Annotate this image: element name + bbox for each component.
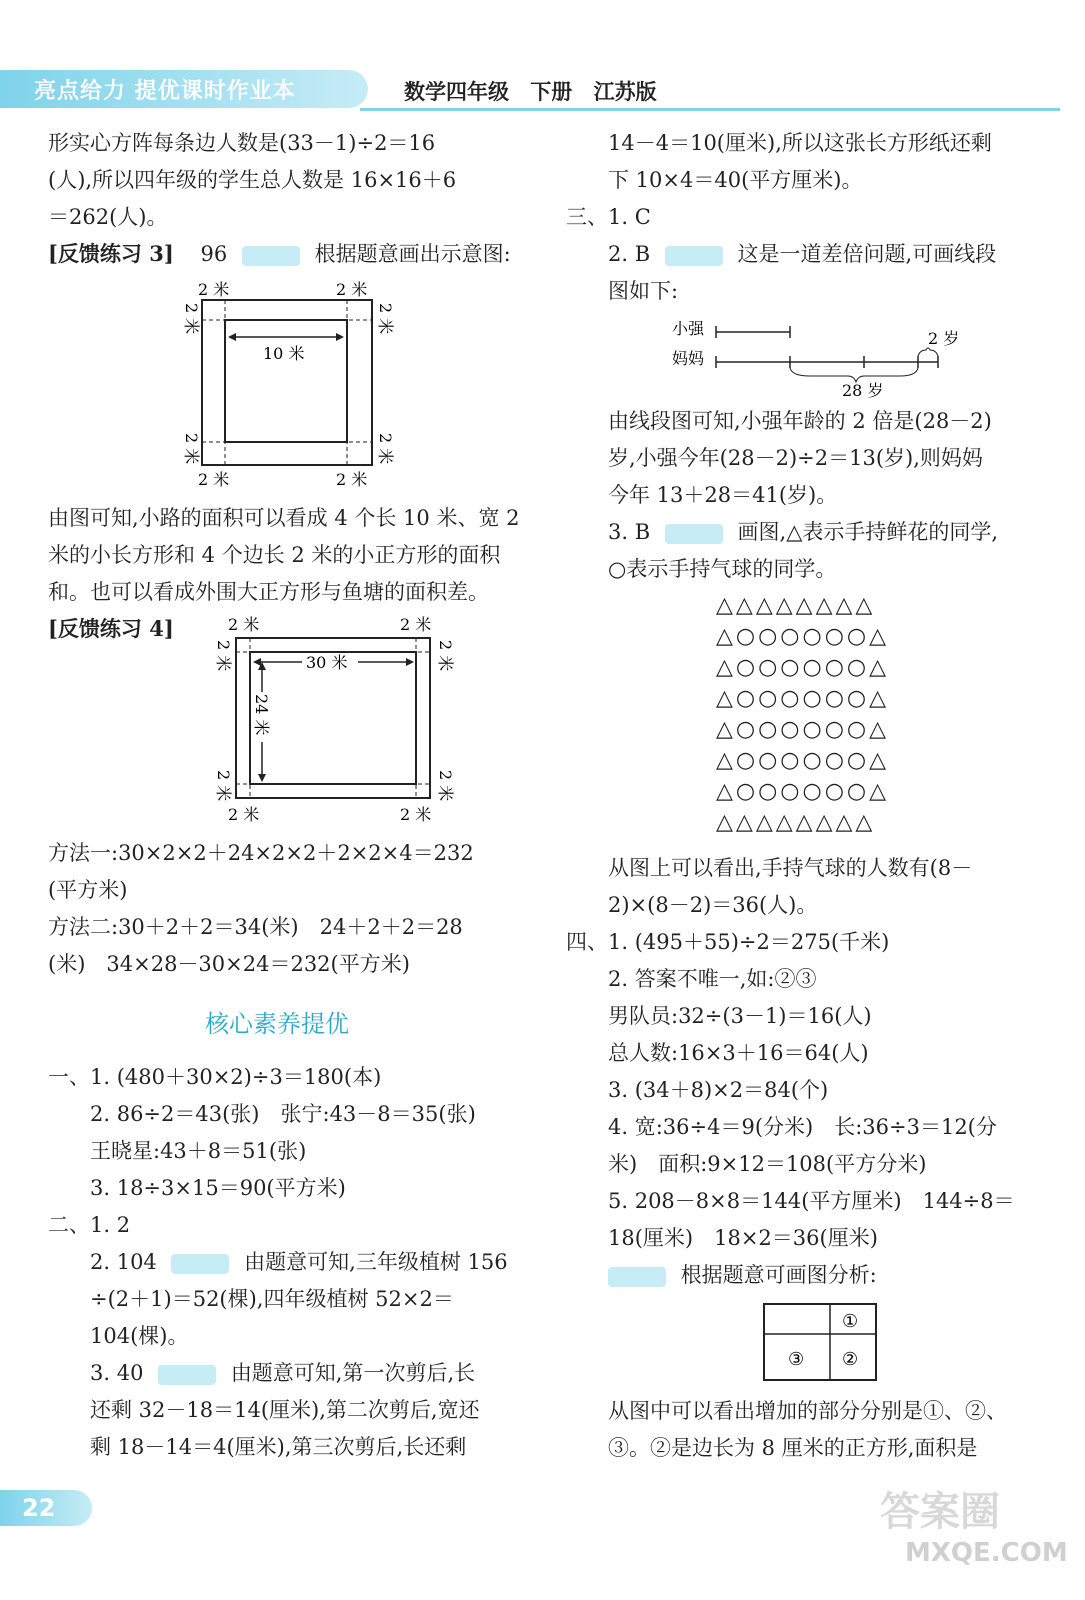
watermark-logo: 答案圈: [880, 1489, 1000, 1535]
brace-icon: [790, 368, 918, 382]
arrow-head-icon: [253, 658, 261, 666]
text-line: 2)×(8－2)＝36(人)。: [608, 893, 818, 917]
grid-row: △○○○○○○△: [716, 624, 890, 649]
text-line: 方法一:30×2×2＋24×2×2＋2×2×4＝232: [48, 841, 474, 865]
shape-grid: [716, 590, 889, 838]
text-line: 下 10×4＝40(平方厘米)。: [608, 168, 863, 192]
label-2m: 2 米: [400, 615, 432, 634]
text-line: ○表示手持气球的同学。: [608, 557, 837, 581]
label-2m: 2 米: [182, 433, 201, 465]
grid-row: △△△△△△△△: [716, 593, 876, 618]
region-2: ②: [842, 1349, 859, 1370]
arrow-head-icon: [258, 774, 266, 782]
arrow-head-icon: [228, 333, 236, 341]
text-line: 男队员:32÷(3－1)＝16(人): [608, 1004, 872, 1028]
text-line: 方法二:30＋2＋2＝34(米) 24＋2＋2＝28: [48, 915, 463, 939]
explanation: 由题意可知,第一次剪后,长: [230, 1361, 476, 1385]
explanation: 根据题意可画图分析:: [680, 1263, 877, 1287]
grid-row: △○○○○○○△: [716, 779, 890, 804]
arrow-head-icon: [406, 658, 414, 666]
hint-tag-icon: [665, 524, 723, 544]
text-line: 由线段图可知,小强年龄的 2 倍是(28－2): [608, 409, 992, 433]
text-line: ③。②是边长为 8 厘米的正方形,面积是: [608, 1436, 978, 1460]
text-line: [608, 239, 996, 269]
text-line: 图如下:: [608, 279, 679, 303]
arrow-head-icon: [336, 333, 344, 341]
label-2-years: 2 岁: [928, 329, 960, 348]
grid-row: △○○○○○○△: [716, 748, 890, 773]
label-2m: 2 米: [198, 280, 230, 299]
text-line: 3. 18÷3×15＝90(平方米): [90, 1176, 346, 1200]
feedback-3-label: [反馈练习 3]: [48, 241, 174, 266]
label-2m: 2 米: [400, 805, 432, 824]
label-mama: 妈妈: [672, 349, 705, 368]
text-line: (人),所以四年级的学生总人数是 16×16＋6: [48, 168, 457, 192]
label-2m: 2 米: [198, 470, 230, 489]
text-line: (米) 34×28－30×24＝232(平方米): [48, 952, 410, 976]
label-xiaoqiang: 小强: [672, 319, 705, 338]
feedback-3-line: [48, 239, 511, 269]
answer: 3. B: [608, 520, 651, 544]
text-line: 由图可知,小路的面积可以看成 4 个长 10 米、宽 2: [48, 506, 520, 530]
text-line: ÷(2＋1)＝52(棵),四年级植树 52×2＝: [90, 1287, 454, 1311]
explanation: 这是一道差倍问题,可画线段: [737, 242, 997, 266]
answer: 2. 104: [90, 1250, 157, 1274]
outer-box: [764, 1304, 876, 1380]
text-line: 5. 208－8×8＝144(平方厘米) 144÷8＝: [608, 1189, 1015, 1213]
label-2m: 2 米: [228, 805, 260, 824]
hint-tag-icon: [158, 1365, 216, 1385]
explanation: 画图,△表示手持鲜花的同学,: [737, 520, 999, 544]
text-line: [608, 1260, 877, 1290]
label-28-years: 28 岁: [842, 381, 884, 400]
label-2m: 2 米: [214, 640, 233, 672]
text-line: 18(厘米) 18×2＝36(厘米): [608, 1226, 878, 1250]
square-path-diagram: [170, 275, 410, 495]
label-2m: 2 米: [436, 640, 455, 672]
feedback-4-label: [反馈练习 4]: [48, 616, 174, 641]
text-line: 一、1. (480＋30×2)÷3＝180(本): [48, 1065, 382, 1089]
grid-row: △○○○○○○△: [716, 686, 890, 711]
text-line: 从图中可以看出增加的部分分别是①、②、: [608, 1399, 1007, 1423]
text-line: [608, 517, 998, 547]
segment-diagram: [670, 312, 980, 400]
page-number-tab: [0, 1490, 92, 1526]
text-line: 14－4＝10(厘米),所以这张长方形纸还剩: [608, 131, 992, 155]
text-line: [90, 1247, 508, 1277]
label-2m: 2 米: [436, 770, 455, 802]
label-2m: 2 米: [376, 303, 395, 335]
answer: 3. 40: [90, 1361, 144, 1385]
text-line: 3. (34＋8)×2＝84(个): [608, 1078, 829, 1102]
watermark-url: MXQE.COM: [905, 1538, 1068, 1568]
rectangle-path-diagram: [200, 610, 460, 835]
text-line: 104(棵)。: [90, 1324, 189, 1348]
series-banner: [0, 70, 368, 108]
text-line: 王晓星:43＋8＝51(张): [90, 1139, 307, 1163]
section-title: 核心素养提优: [205, 1010, 349, 1038]
grid-row: △○○○○○○△: [716, 655, 890, 680]
text-line: 和。也可以看成外围大正方形与鱼塘的面积差。: [48, 580, 489, 604]
label-30m: 30 米: [306, 653, 348, 672]
label-2m: 2 米: [182, 303, 201, 335]
region-3: ③: [788, 1349, 805, 1370]
grid-row: △△△△△△△△: [716, 810, 876, 835]
label-2m: 2 米: [376, 433, 395, 465]
page-number: 22: [22, 1494, 56, 1522]
text-line: 形实心方阵每条边人数是(33－1)÷2＝16: [48, 131, 436, 155]
brace-icon: [918, 348, 938, 356]
label-2m: 2 米: [336, 280, 368, 299]
hint-tag-icon: [171, 1254, 229, 1274]
text-line: 2. 86÷2＝43(张) 张宁:43－8＝35(张): [90, 1102, 476, 1126]
hint-tag-icon: [608, 1267, 666, 1287]
text-line: 米的小长方形和 4 个边长 2 米的小正方形的面积: [48, 543, 501, 567]
text-line: 米) 面积:9×12＝108(平方分米): [608, 1152, 927, 1176]
hint-tag-icon: [242, 246, 300, 266]
label-10m: 10 米: [263, 344, 305, 363]
text-line: 从图上可以看出,手持气球的人数有(8－: [608, 856, 973, 880]
label-2m: 2 米: [336, 470, 368, 489]
text-line: 四、1. (495＋55)÷2＝275(千米): [566, 930, 890, 954]
text-line: 2. 答案不唯一,如:②③: [608, 967, 817, 991]
text-line: 三、1. C: [566, 205, 651, 229]
label-24m: 24 米: [252, 694, 271, 736]
header-divider: [360, 108, 1060, 111]
text-line: 总人数:16×3＋16＝64(人): [608, 1041, 869, 1065]
label-2m: 2 米: [214, 770, 233, 802]
label-2m: 2 米: [228, 615, 260, 634]
text-line: 剩 18－14＝4(厘米),第三次剪后,长还剩: [90, 1435, 467, 1459]
series-title: 亮点给力 提优课时作业本: [34, 79, 296, 104]
feedback-3-text: 根据题意画出示意图:: [314, 242, 511, 266]
increase-area-diagram: [760, 1300, 884, 1386]
region-1: ①: [842, 1311, 859, 1332]
hint-tag-icon: [665, 246, 723, 266]
book-subject: 数学四年级 下册 江苏版: [404, 80, 657, 104]
answer: 2. B: [608, 242, 651, 266]
explanation: 由题意可知,三年级植树 156: [244, 1250, 508, 1274]
text-line: (平方米): [48, 878, 128, 902]
text-line: 还剩 32－18＝14(厘米),第二次剪后,宽还: [90, 1398, 480, 1422]
text-line: ＝262(人)。: [48, 205, 168, 229]
text-line: 今年 13＋28＝41(岁)。: [608, 483, 838, 507]
text-line: 4. 宽:36÷4＝9(分米) 长:36÷3＝12(分: [608, 1115, 997, 1139]
text-line: 岁,小强今年(28－2)÷2＝13(岁),则妈妈: [608, 446, 983, 470]
grid-row: △○○○○○○△: [716, 717, 890, 742]
feedback-3-answer: 96: [200, 242, 228, 266]
text-line: [90, 1358, 475, 1388]
text-line: 二、1. 2: [48, 1213, 131, 1237]
inner-pond: [225, 320, 347, 442]
